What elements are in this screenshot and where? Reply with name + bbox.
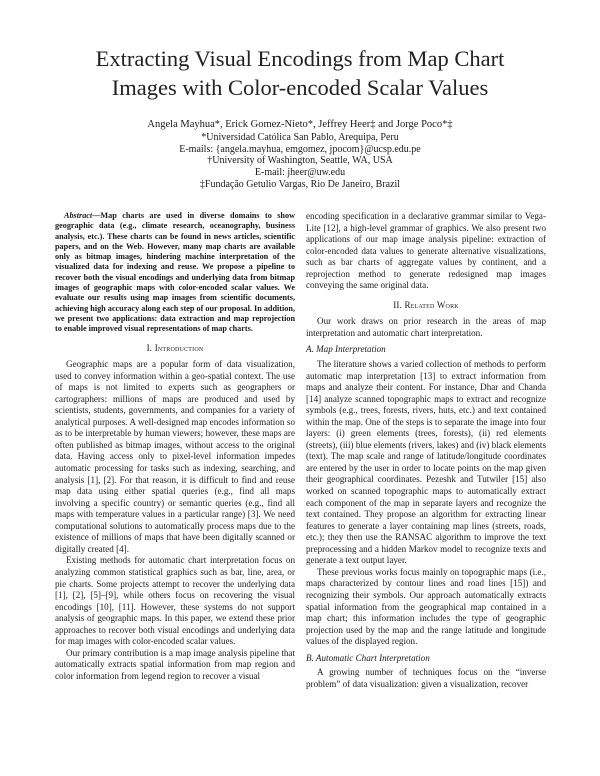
abstract-label: Abstract — [64, 211, 93, 220]
title-line-1: Extracting Visual Encodings from Map Chart — [95, 46, 505, 71]
title-line-2: Images with Color-encoded Scalar Values — [111, 75, 489, 100]
affiliation-3: ‡Fundação Getulio Vargas, Rio De Janeiro, Brazil — [199, 178, 401, 190]
map-interp-paragraph-1: The literature shows a varied collection of methods to perform automatic map interpretation [13] to extract information from maps and analyze their content. For instance, Dhar and Chanda [14] analyze scanned topographic maps to extract and recognize symbols (e.g., trees, forests, rivers, huts, etc.) and text contained within the map. One of the steps is to separate the image into four layers: (i) green elements (trees, forests), (ii) red elements (streets), (iii) blue elements (rivers, lakes) and (iv) black elements (text). The map scale and range of latitude/longitude coordinates are entered by the user in order to locate points on the map given their geographical coordinates. Pezeshk and Tutwiler [15] also worked on scanned topographic maps to automatically extract each component of the map in separate layers and recognize the text contained. They propose an algorithm for extracting linear features to generate a layer containing map lines (streets, roads, etc.); they then use the RANSAC algorithm to improve the text preprocessing and a hidden Markov model to recognize texts and generate a text output layer. — [306, 359, 546, 566]
left-column — [55, 211, 295, 682]
right-column — [306, 211, 546, 690]
section-heading-related-work: II. Related Work — [393, 299, 459, 310]
intro-paragraph-3: Our primary contribution is a map image analysis pipeline that automatically extracts spatial information from map region and color information from legend region to recover a visual — [55, 647, 295, 681]
paper-title — [0, 44, 600, 102]
section-heading-introduction: I. Introduction — [146, 342, 204, 353]
author-block — [0, 119, 600, 191]
intro-continuation: encoding specification in a declarative grammar similar to Vega-Lite [12], a high-level grammar of graphics. We also present two applications of our map image analysis pipeline: extraction of color-encoded data values to generate alternative visualizations, such as bar charts of aggregate values by continent, and a reprojection method to generate redesigned map images conveying the same original data. — [306, 211, 546, 291]
email-2: E-mail: jheer@uw.edu — [254, 167, 346, 179]
subsection-map-interpretation: A. Map Interpretation — [306, 344, 386, 355]
email-1: E-mails: {angela.mayhua, emgomez, jpocom}@ucsp.edu.pe — [179, 143, 421, 155]
intro-paragraph-1: Geographic maps are a popular form of data visualization, used to convey information within a geo-spatial context. The use of maps is not limited to experts such as geographers or cartographers: millions of maps are produced and used by scientists, students, governments, and companies for a variety of analytical purposes. A well-designed map encodes information so as to be interpretable by human viewers; however, these maps are often published as bitmap images, without access to the original data. Having access only to pixel-level information impedes automatic processing for tasks such as indexing, searching, and analysis [1], [2]. For that reason, it is difficult to find and reuse map data using either spatial queries (e.g., find all maps involving a specific country) or semantic queries (e.g., find all maps with temperature values in a particular range) [3]. We need computational solutions to automatically process maps due to the existence of millions of maps that have been digitally scanned or digitally created [4]. — [55, 359, 295, 554]
map-interp-paragraph-2: These previous works focus mainly on topographic maps (i.e., maps characterized by contour lines and road lines [15]) and recognizing their symbols. Our approach automatically extracts spatial information from the geographical map contained in a map chart; this information includes the type of geographic projection used by the map and the range latitude and longitude values of the displayed region. — [306, 566, 546, 647]
affiliation-1: *Universidad Católica San Pablo, Arequipa, Peru — [201, 131, 399, 143]
affiliation-2: †University of Washington, Seattle, WA, USA — [207, 155, 393, 167]
intro-paragraph-2: Existing methods for automatic chart interpretation focus on analyzing common statistical graphics such as bar, line, area, or pie charts. Some projects attempt to recover the underlying data [1], [2], [5]–[9], while others focus on recovering the visual encodings [10], [11]. However, these systems do not support analysis of geographic maps. In this paper, we extend these prior approaches to recover both visual encodings and underlying data for map images with color-encoded scalar values. — [55, 555, 295, 647]
author-names: Angela Mayhua*, Erick Gomez-Nieto*, Jeffrey Heer‡ and Jorge Poco*‡ — [147, 119, 453, 130]
abstract — [55, 211, 295, 335]
abstract-text: —Map charts are used in diverse domains to show geographic data (e.g., climate research, oceanography, business analysis, etc.). These charts can be found in news articles, scientific papers, and on the Web. However, many map charts are available only as bitmap images, hindering machine interpretation of the visualized data for indexing and reuse. We propose a pipeline to recover both the visual encodings and underlying data from bitmap images of geographic maps with color-encoded scalar values. We evaluate our results using map images from scientific documents, achieving high accuracy along each step of our proposal. In addition, we present two applications: data extraction and map reprojection to enable improved visual representations of map charts. — [55, 211, 295, 334]
subsection-chart-interpretation: B. Automatic Chart Interpretation — [306, 652, 430, 663]
chart-interp-paragraph-1: A growing number of techniques focus on the “inverse problem” of data visualization: given a visualization, recover — [306, 667, 546, 689]
related-work-intro: Our work draws on prior research in the areas of map interpretation and automatic chart interpretation. — [306, 316, 546, 338]
